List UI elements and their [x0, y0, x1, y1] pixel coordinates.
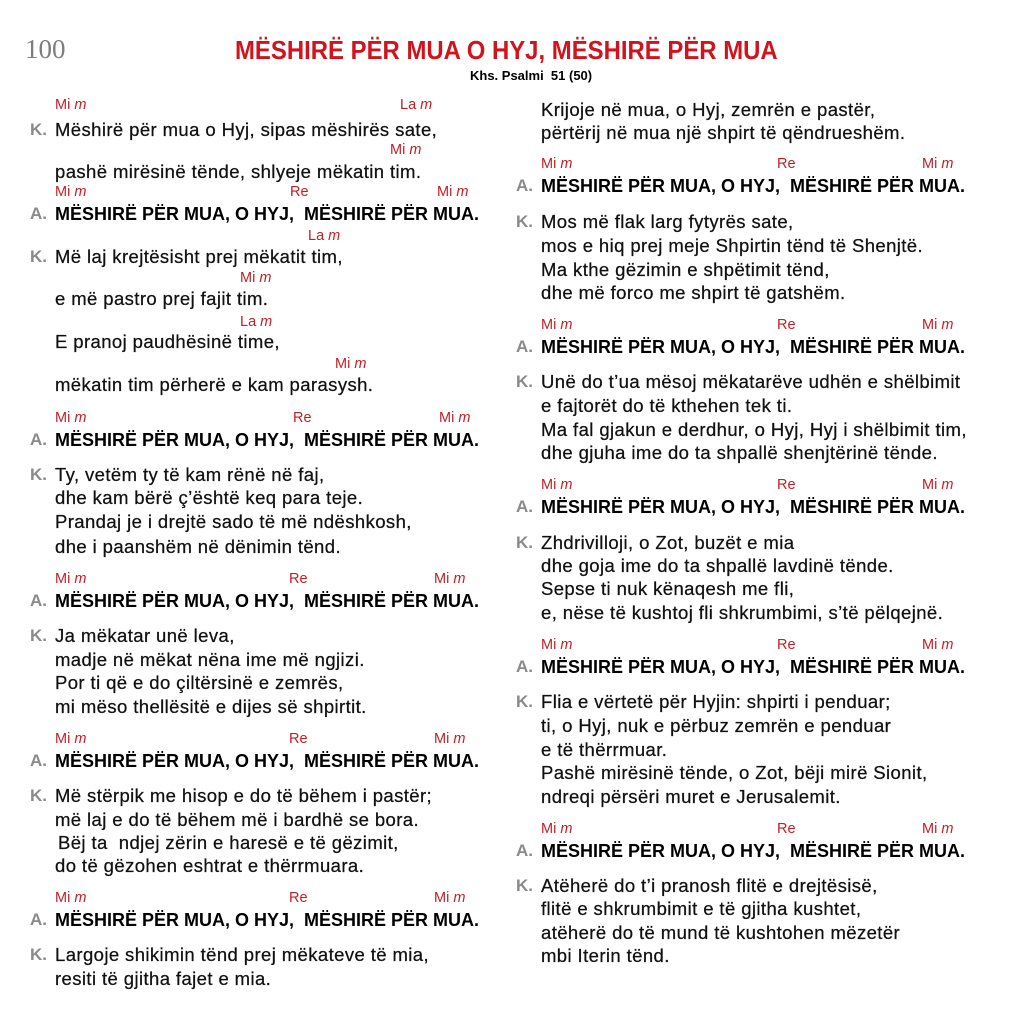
chord-root: Mi — [434, 731, 450, 747]
verse-line: Bëj ta ndjej zërin e haresë e të gëzimit, — [58, 832, 399, 853]
verse-line: resiti të gjitha fajet e mia. — [55, 968, 272, 989]
assembly-marker: A. — [30, 751, 47, 770]
refrain-line: MËSHIRË PËR MUA, O HYJ, MËSHIRË PËR MUA. — [55, 591, 480, 611]
verse-line: Krijoje në mua, o Hyj, zemrën e pastër, — [541, 99, 876, 120]
chord-mi-minor — [390, 141, 421, 159]
chord-minor-sign: m — [560, 637, 573, 653]
verse-line: mi mëso thellësitë e dijes së shpirtit. — [55, 696, 367, 717]
right-column — [486, 0, 1024, 1024]
chord-minor-sign: m — [941, 156, 954, 172]
chord-mi-minor — [55, 889, 86, 907]
chord-root: Mi — [434, 890, 450, 906]
verse-line: e të thërrmuar. — [541, 739, 668, 760]
chord-mi-minor — [439, 409, 470, 427]
chord-root: Mi — [541, 156, 557, 172]
chord-mi-minor — [55, 96, 86, 114]
verse-line: dhe më forco me shpirt të gatshëm. — [541, 282, 846, 303]
verse-line: e fajtorët do të kthehen tek ti. — [541, 395, 793, 416]
chord-root: Mi — [541, 317, 557, 333]
chord-root: Mi — [55, 97, 71, 113]
verse-line: dhe gjuha ime do ta shpallë shenjtërinë tënde. — [541, 442, 938, 463]
chord-root: Mi — [55, 890, 71, 906]
refrain-line: MËSHIRË PËR MUA, O HYJ, MËSHIRË PËR MUA. — [541, 497, 966, 517]
chord-re: Re — [290, 184, 309, 200]
chord-mi-minor — [434, 570, 465, 588]
verse-line: Pashë mirësinë tënde, o Zot, bëji mirë Sionit, — [541, 762, 928, 783]
chord-mi-minor — [922, 155, 953, 173]
verse-line: Flia e vërtetë për Hyjin: shpirti i penduar; — [541, 691, 891, 712]
chord-mi-minor — [335, 355, 366, 373]
chord-re: Re — [777, 477, 796, 493]
refrain-line: MËSHIRË PËR MUA, O HYJ, MËSHIRË PËR MUA. — [541, 337, 966, 357]
chord-mi-minor — [541, 316, 572, 334]
cantor-marker: K. — [30, 120, 47, 139]
chord-root: Mi — [390, 142, 406, 158]
chord-root: Mi — [541, 477, 557, 493]
cantor-marker: K. — [30, 786, 47, 805]
chord-root: Mi — [240, 270, 256, 286]
verse-line: atëherë do të mund të kushtohen mëzetër — [541, 922, 901, 943]
chord-mi-minor — [434, 889, 465, 907]
chord-minor-sign: m — [409, 142, 422, 158]
chord-root: Mi — [434, 571, 450, 587]
chord-root: La — [308, 228, 325, 244]
chord-minor-sign: m — [420, 97, 433, 113]
verse-line: do të gëzohen eshtrat e thërrmuara. — [55, 855, 365, 876]
chord-minor-sign: m — [560, 477, 573, 493]
cantor-marker: K. — [30, 945, 47, 964]
assembly-marker: A. — [516, 841, 533, 860]
chord-mi-minor — [541, 636, 572, 654]
verse-line: dhe i paanshëm në dënimin tënd. — [55, 536, 341, 557]
verse-line: e, nëse të kushtoj fli shkrumbimi, s’të pëlqejnë. — [541, 602, 944, 623]
verse-line: madje në mëkat nëna ime më ngjizi. — [55, 649, 365, 670]
chord-root: Mi — [437, 184, 453, 200]
verse-line: mëkatin tim përherë e kam parasysh. — [55, 374, 374, 395]
chord-re: Re — [777, 821, 796, 837]
chord-minor-sign: m — [456, 184, 469, 200]
verse-line: pashë mirësinë tënde, shlyeje mëkatin tim. — [55, 161, 422, 182]
chord-mi-minor — [240, 269, 271, 287]
cantor-marker: K. — [516, 692, 533, 711]
assembly-marker: A. — [30, 591, 47, 610]
chord-root: Mi — [335, 356, 351, 372]
page-number: 100 — [25, 34, 66, 64]
cantor-marker: K. — [30, 247, 47, 266]
cantor-marker: K. — [516, 533, 533, 552]
chord-minor-sign: m — [458, 410, 471, 426]
chord-minor-sign: m — [453, 731, 466, 747]
chord-root: Mi — [541, 821, 557, 837]
chord-re: Re — [289, 731, 308, 747]
chord-root: Mi — [922, 821, 938, 837]
refrain-line: MËSHIRË PËR MUA, O HYJ, MËSHIRË PËR MUA. — [55, 751, 480, 771]
chord-minor-sign: m — [941, 477, 954, 493]
verse-line: ti, o Hyj, nuk e përbuz zemrën e penduar — [541, 715, 892, 736]
chord-minor-sign: m — [453, 890, 466, 906]
chord-mi-minor — [55, 730, 86, 748]
chord-mi-minor — [541, 476, 572, 494]
verse-line: Ty, vetëm ty të kam rënë në faj, — [55, 464, 325, 485]
chord-minor-sign: m — [941, 821, 954, 837]
verse-line: Ma kthe gëzimin e shpëtimit tënd, — [541, 259, 830, 280]
chord-minor-sign: m — [560, 317, 573, 333]
assembly-marker: A. — [30, 204, 47, 223]
chord-minor-sign: m — [453, 571, 466, 587]
verse-line: më laj e do të bëhem më i bardhë se bora. — [55, 809, 419, 830]
chord-re: Re — [289, 890, 308, 906]
verse-line: Unë do t’ua mësoj mëkatarëve udhën e shëlbimit — [541, 371, 961, 392]
chord-minor-sign: m — [259, 270, 272, 286]
chord-mi-minor — [55, 409, 86, 427]
chord-mi-minor — [55, 570, 86, 588]
verse-line: Prandaj je i drejtë sado të më ndëshkosh, — [55, 511, 412, 532]
refrain-line: MËSHIRË PËR MUA, O HYJ, MËSHIRË PËR MUA. — [541, 176, 966, 196]
verse-line: ndreqi përsëri muret e Jerusalemit. — [541, 786, 841, 807]
chord-root: La — [400, 97, 417, 113]
assembly-marker: A. — [516, 337, 533, 356]
chord-root: Mi — [55, 184, 71, 200]
chord-minor-sign: m — [74, 410, 87, 426]
chord-minor-sign: m — [74, 97, 87, 113]
assembly-marker: A. — [30, 910, 47, 929]
cantor-marker: K. — [516, 876, 533, 895]
cantor-marker: K. — [516, 212, 533, 231]
refrain-line: MËSHIRË PËR MUA, O HYJ, MËSHIRË PËR MUA. — [55, 204, 480, 224]
chord-root: Mi — [439, 410, 455, 426]
refrain-line: MËSHIRË PËR MUA, O HYJ, MËSHIRË PËR MUA. — [541, 841, 966, 861]
chord-la-minor — [240, 313, 272, 331]
chord-root: Mi — [922, 317, 938, 333]
chord-mi-minor — [55, 183, 86, 201]
refrain-line: MËSHIRË PËR MUA, O HYJ, MËSHIRË PËR MUA. — [55, 910, 480, 930]
verse-line: e më pastro prej fajit tim. — [55, 288, 269, 309]
chord-mi-minor — [922, 316, 953, 334]
assembly-marker: A. — [516, 657, 533, 676]
verse-line: Largoje shikimin tënd prej mëkateve të mia, — [55, 944, 430, 965]
verse-line: mos e hiq prej meje Shpirtin tënd të Shenjtë. — [541, 235, 924, 256]
chord-re: Re — [293, 410, 312, 426]
chord-minor-sign: m — [560, 156, 573, 172]
chord-mi-minor — [541, 820, 572, 838]
chord-root: Mi — [55, 410, 71, 426]
chord-root: Mi — [922, 637, 938, 653]
verse-line: flitë e shkrumbimit e të gjitha kushtet, — [541, 898, 862, 919]
chord-mi-minor — [437, 183, 468, 201]
left-column — [0, 0, 486, 1024]
verse-line: mbi Iterin tënd. — [541, 945, 670, 966]
chord-root: Mi — [541, 637, 557, 653]
verse-line: dhe kam bërë ç’është keq para teje. — [55, 487, 364, 508]
chord-re: Re — [777, 637, 796, 653]
verse-line: Ja mëkatar unë leva, — [55, 625, 235, 646]
verse-line: përtërij në mua një shpirt të qëndrueshëm. — [541, 122, 906, 143]
verse-line: Ma fal gjakun e derdhur, o Hyj, Hyj i shëlbimit tim, — [541, 419, 967, 440]
verse-line: Më stërpik me hisop e do të bëhem i pastër; — [55, 785, 433, 806]
verse-line: Atëherë do t’i pranosh flitë e drejtësisë, — [541, 875, 878, 896]
chord-mi-minor — [922, 476, 953, 494]
chord-re: Re — [777, 317, 796, 333]
chord-minor-sign: m — [74, 731, 87, 747]
assembly-marker: A. — [516, 497, 533, 516]
chord-root: Mi — [55, 731, 71, 747]
chord-minor-sign: m — [560, 821, 573, 837]
cantor-marker: K. — [30, 626, 47, 645]
chord-minor-sign: m — [74, 184, 87, 200]
chord-mi-minor — [922, 636, 953, 654]
chord-root: Mi — [55, 571, 71, 587]
chord-root: La — [240, 314, 257, 330]
verse-line: Zhdrivilloji, o Zot, buzët e mia — [541, 532, 795, 553]
chord-root: Mi — [922, 477, 938, 493]
chord-root: Mi — [922, 156, 938, 172]
chord-minor-sign: m — [941, 637, 954, 653]
verse-line: E pranoj paudhësinë time, — [55, 331, 280, 352]
refrain-line: MËSHIRË PËR MUA, O HYJ, MËSHIRË PËR MUA. — [55, 430, 480, 450]
verse-line: Mos më flak larg fytyrës sate, — [541, 211, 794, 232]
chord-minor-sign: m — [354, 356, 367, 372]
chord-mi-minor — [541, 155, 572, 173]
verse-line: dhe goja ime do ta shpallë lavdinë tënde. — [541, 555, 894, 576]
song-title: MËSHIRË PËR MUA O HYJ, MËSHIRË PËR MUA — [235, 35, 778, 65]
chord-re: Re — [777, 156, 796, 172]
verse-line: Sepse ti nuk kënaqesh me fli, — [541, 578, 795, 599]
refrain-line: MËSHIRË PËR MUA, O HYJ, MËSHIRË PËR MUA. — [541, 657, 966, 677]
chord-minor-sign: m — [74, 890, 87, 906]
verse-line: Por ti që e do çiltërsinë e zemrës, — [55, 672, 344, 693]
chord-la-minor — [400, 96, 432, 114]
chord-minor-sign: m — [941, 317, 954, 333]
chord-la-minor — [308, 227, 340, 245]
chord-minor-sign: m — [260, 314, 273, 330]
cantor-marker: K. — [516, 372, 533, 391]
chord-re: Re — [289, 571, 308, 587]
chord-mi-minor — [434, 730, 465, 748]
psalm-reference: Khs. Psalmi 51 (50) — [470, 68, 593, 83]
chord-mi-minor — [922, 820, 953, 838]
verse-line: Më laj krejtësisht prej mëkatit tim, — [55, 246, 343, 267]
chord-minor-sign: m — [328, 228, 341, 244]
verse-line: Mëshirë për mua o Hyj, sipas mëshirës sate, — [55, 119, 438, 140]
assembly-marker: A. — [516, 176, 533, 195]
chord-minor-sign: m — [74, 571, 87, 587]
assembly-marker: A. — [30, 430, 47, 449]
cantor-marker: K. — [30, 465, 47, 484]
